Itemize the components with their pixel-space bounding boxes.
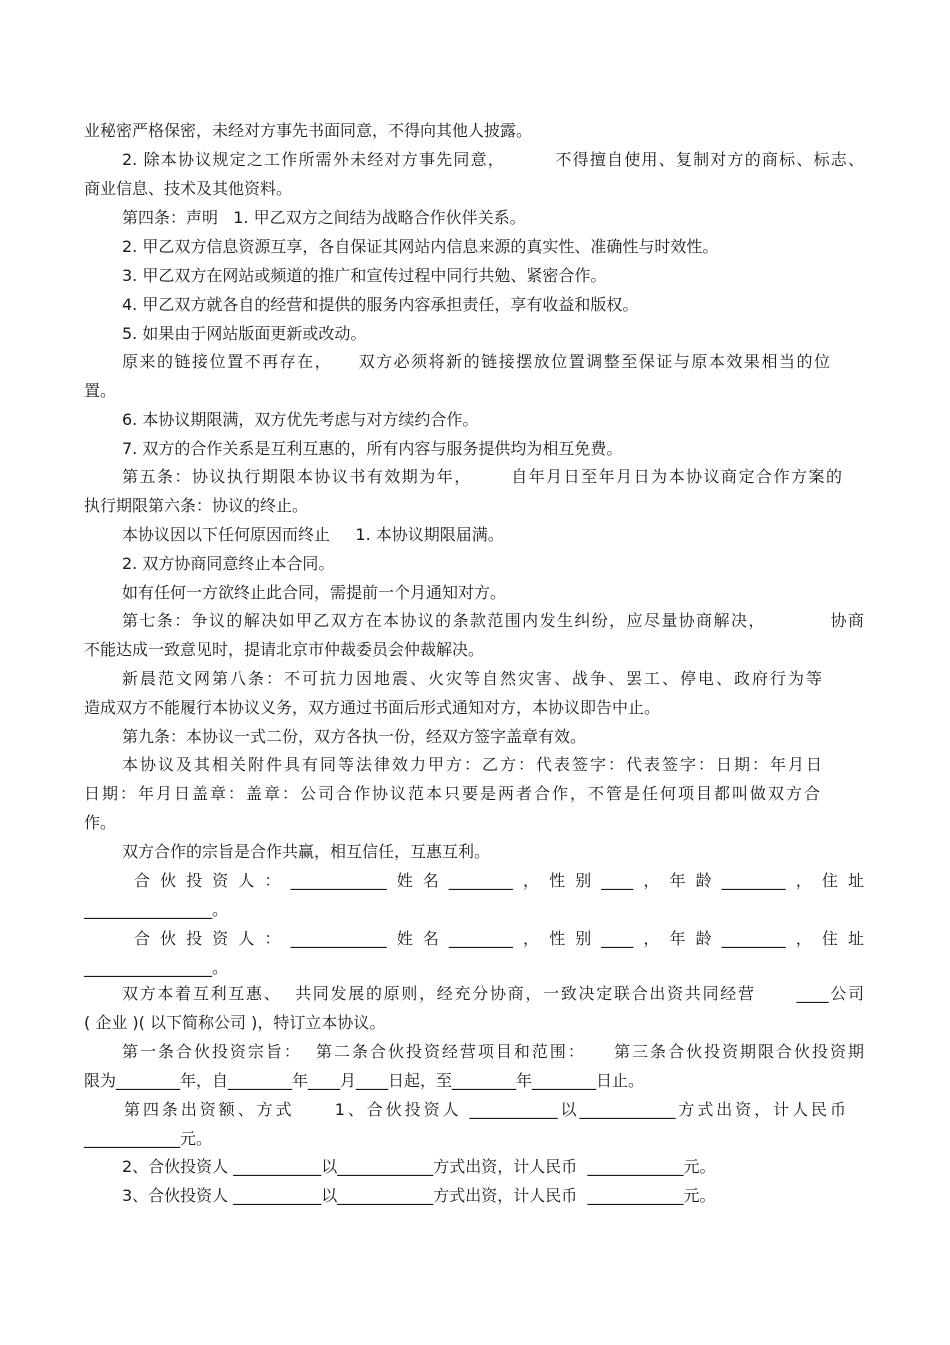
text-line: 本协议及其相关附件具有同等法律效力甲方：乙方：代表签字：代表签字：日期：年月日 bbox=[122, 755, 822, 774]
text-line: 第九条：本协议一式二份，双方各执一份，经双方签字盖章有效。 bbox=[122, 727, 587, 746]
text-line: 原来的链接位置不再存在， 双方必须将新的链接摆放位置调整至保证与原本效果相当的位 bbox=[122, 352, 830, 371]
text-line: 3. 甲乙双方在网站或频道的推广和宣传过程中同行共勉、紧密合作。 bbox=[122, 266, 607, 285]
form-line-capital-2: 2、合伙投资人 ___________以____________方式出资，计人民币 ____________元。 bbox=[122, 1157, 716, 1176]
text-line: 商业信息、技术及其他资料。 bbox=[84, 179, 293, 198]
text-line: 2. 双方协商同意终止本合同。 bbox=[122, 554, 335, 573]
form-line-capital-3: 3、合伙投资人 ___________以____________方式出资，计人民币 ____________元。 bbox=[122, 1186, 716, 1205]
text-line: 6. 本协议期限满，双方优先考虑与对方续约合作。 bbox=[122, 410, 479, 429]
text-line: 2. 甲乙双方信息资源互享，各自保证其网站内信息来源的真实性、准确性与时效性。 bbox=[122, 237, 719, 256]
form-line-address-2: ________________。 bbox=[84, 958, 229, 977]
text-line: 如有任何一方欲终止此合同，需提前一个月通知对方。 bbox=[122, 583, 507, 602]
form-line-capital-1-amount: ____________元。 bbox=[84, 1129, 213, 1148]
text-line: 双方合作的宗旨是合作共赢，相互信任，互惠互利。 bbox=[122, 842, 491, 861]
text-line: 新晨范文网第八条：不可抗力因地震、火灾等自然灾害、战争、罢工、停电、政府行为等 bbox=[122, 669, 822, 688]
text-line: 日期：年月日盖章：盖章：公司合作协议范本只要是两者合作，不管是任何项目都叫做双方合 bbox=[84, 784, 820, 803]
text-line: 本协议因以下任何原因而终止 1. 本协议期限届满。 bbox=[122, 525, 504, 544]
text-line: 造成双方不能履行本协议义务，双方通过书面后形式通知对方，本协议即告中止。 bbox=[84, 698, 661, 717]
text-line: 5. 如果由于网站版面更新或改动。 bbox=[122, 324, 367, 343]
text-line: 执行期限第六条：协议的终止。 bbox=[84, 496, 309, 515]
text-line: 第五条：协议执行期限本协议书有效期为年， 自年月日至年月日为本协议商定合作方案的 bbox=[122, 467, 842, 486]
text-line: 7. 双方的合作关系是互利互惠的，所有内容与服务提供均为相互免费。 bbox=[122, 439, 623, 458]
text-line: 4. 甲乙双方就各自的经营和提供的服务内容承担责任，享有收益和版权。 bbox=[122, 295, 639, 314]
text-line: 2. 除本协议规定之工作所需外未经对方事先同意， 不得擅自使用、复制对方的商标、标志、 bbox=[122, 150, 864, 169]
text-line: 第四条：声明 1. 甲乙双方之间结为战略合作伙伴关系。 bbox=[122, 208, 526, 227]
form-line-investor-2: 合伙投资人：____________姓名________，性别____，年龄________，住址 bbox=[134, 929, 864, 948]
text-line: ( 企业 )( 以下简称公司 )，特订立本协议。 bbox=[84, 1013, 386, 1032]
text-line: 作。 bbox=[84, 813, 117, 832]
form-line-capital-1: 第四条出资额、方式 1、合伙投资人 ___________以____________方式出资，计人民币 bbox=[124, 1100, 846, 1119]
text-line: 双方本着互利互惠、 共同发展的原则，经充分协商，一致决定联合出资共同经营 ____公司 bbox=[122, 984, 864, 1003]
text-line: 业秘密严格保密，未经对方事先书面同意，不得向其他人披露。 bbox=[84, 121, 533, 140]
text-line: 第七条：争议的解决如甲乙双方在本协议的条款范围内发生纠纷，应尽量协商解决， 协商 bbox=[122, 611, 864, 630]
text-line: 第一条合伙投资宗旨： 第二条合伙投资经营项目和范围： 第三条合伙投资期限合伙投资期 bbox=[122, 1042, 864, 1061]
form-line-investor-1: 合伙投资人：____________姓名________，性别____，年龄________，住址 bbox=[134, 871, 864, 890]
text-line: 不能达成一致意见时，提请北京市仲裁委员会仲裁解决。 bbox=[84, 640, 485, 659]
text-line: 置。 bbox=[84, 381, 117, 400]
form-line-address-1: ________________。 bbox=[84, 900, 229, 919]
form-line-term: 限为________年，自________年____月____日起，至________年________日止。 bbox=[84, 1071, 645, 1090]
